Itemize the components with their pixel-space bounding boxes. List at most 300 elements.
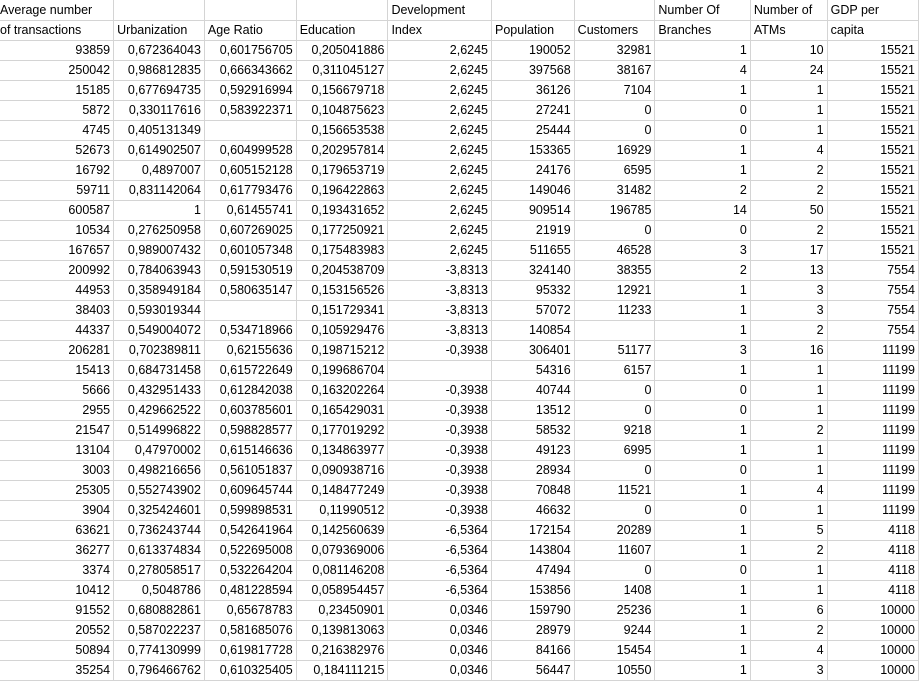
cell-customers[interactable]: 9244: [574, 620, 655, 640]
cell-gdp-per-capita[interactable]: 7554: [827, 300, 918, 320]
cell-urbanization[interactable]: 0,432951433: [114, 380, 205, 400]
cell-urbanization[interactable]: 0,429662522: [114, 400, 205, 420]
cell-population[interactable]: 909514: [492, 200, 575, 220]
cell-education[interactable]: 0,105929476: [296, 320, 388, 340]
cell-gdp-per-capita[interactable]: 11199: [827, 340, 918, 360]
cell-population[interactable]: 153856: [492, 580, 575, 600]
cell-education[interactable]: 0,139813063: [296, 620, 388, 640]
cell-branches[interactable]: 0: [655, 220, 750, 240]
cell-education[interactable]: 0,205041886: [296, 40, 388, 60]
cell-age-ratio[interactable]: 0,604999528: [204, 140, 296, 160]
cell-age-ratio[interactable]: 0,601057348: [204, 240, 296, 260]
cell-education[interactable]: 0,058954457: [296, 580, 388, 600]
cell-branches[interactable]: 0: [655, 120, 750, 140]
cell-avg-transactions[interactable]: 44337: [0, 320, 114, 340]
cell-branches[interactable]: 1: [655, 600, 750, 620]
cell-education[interactable]: 0,11990512: [296, 500, 388, 520]
cell-gdp-per-capita[interactable]: 11199: [827, 480, 918, 500]
cell-avg-transactions[interactable]: 4745: [0, 120, 114, 140]
cell-population[interactable]: 28979: [492, 620, 575, 640]
header-cell-age-ratio[interactable]: Age Ratio: [204, 20, 296, 40]
cell-population[interactable]: 306401: [492, 340, 575, 360]
cell-gdp-per-capita[interactable]: 4118: [827, 580, 918, 600]
cell-avg-transactions[interactable]: 59711: [0, 180, 114, 200]
cell-education[interactable]: 0,23450901: [296, 600, 388, 620]
header-cell-age-ratio[interactable]: [204, 0, 296, 20]
cell-branches[interactable]: 14: [655, 200, 750, 220]
cell-age-ratio[interactable]: 0,561051837: [204, 460, 296, 480]
cell-branches[interactable]: 0: [655, 400, 750, 420]
cell-customers[interactable]: 6595: [574, 160, 655, 180]
cell-education[interactable]: 0,090938716: [296, 460, 388, 480]
cell-age-ratio[interactable]: 0,542641964: [204, 520, 296, 540]
cell-avg-transactions[interactable]: 167657: [0, 240, 114, 260]
cell-population[interactable]: 324140: [492, 260, 575, 280]
cell-population[interactable]: 190052: [492, 40, 575, 60]
cell-customers[interactable]: 20289: [574, 520, 655, 540]
cell-avg-transactions[interactable]: 206281: [0, 340, 114, 360]
cell-atms[interactable]: 1: [750, 560, 827, 580]
cell-population[interactable]: 95332: [492, 280, 575, 300]
cell-gdp-per-capita[interactable]: 15521: [827, 60, 918, 80]
cell-urbanization[interactable]: 0,672364043: [114, 40, 205, 60]
cell-atms[interactable]: 13: [750, 260, 827, 280]
header-cell-development-index[interactable]: Index: [388, 20, 492, 40]
cell-branches[interactable]: 3: [655, 340, 750, 360]
cell-customers[interactable]: 0: [574, 100, 655, 120]
cell-avg-transactions[interactable]: 5666: [0, 380, 114, 400]
cell-education[interactable]: 0,134863977: [296, 440, 388, 460]
cell-urbanization[interactable]: 0,552743902: [114, 480, 205, 500]
cell-avg-transactions[interactable]: 21547: [0, 420, 114, 440]
cell-age-ratio[interactable]: 0,607269025: [204, 220, 296, 240]
cell-atms[interactable]: 3: [750, 660, 827, 680]
cell-customers[interactable]: 12921: [574, 280, 655, 300]
cell-atms[interactable]: 1: [750, 460, 827, 480]
cell-population[interactable]: 70848: [492, 480, 575, 500]
cell-urbanization[interactable]: 0,498216656: [114, 460, 205, 480]
cell-age-ratio[interactable]: 0,603785601: [204, 400, 296, 420]
cell-gdp-per-capita[interactable]: 15521: [827, 240, 918, 260]
cell-gdp-per-capita[interactable]: 15521: [827, 220, 918, 240]
cell-age-ratio[interactable]: 0,601756705: [204, 40, 296, 60]
header-cell-avg-transactions[interactable]: of transactions: [0, 20, 114, 40]
cell-education[interactable]: 0,081146208: [296, 560, 388, 580]
cell-avg-transactions[interactable]: 25305: [0, 480, 114, 500]
cell-age-ratio[interactable]: [204, 120, 296, 140]
cell-avg-transactions[interactable]: 52673: [0, 140, 114, 160]
cell-education[interactable]: 0,177250921: [296, 220, 388, 240]
cell-gdp-per-capita[interactable]: 15521: [827, 160, 918, 180]
cell-gdp-per-capita[interactable]: 10000: [827, 660, 918, 680]
cell-development-index[interactable]: -0,3938: [388, 500, 492, 520]
cell-education[interactable]: 0,079369006: [296, 540, 388, 560]
cell-education[interactable]: 0,311045127: [296, 60, 388, 80]
cell-urbanization[interactable]: 0,831142064: [114, 180, 205, 200]
cell-development-index[interactable]: 0,0346: [388, 620, 492, 640]
cell-customers[interactable]: 38167: [574, 60, 655, 80]
cell-development-index[interactable]: 2,6245: [388, 240, 492, 260]
header-cell-avg-transactions[interactable]: Average number: [0, 0, 114, 20]
cell-education[interactable]: 0,153156526: [296, 280, 388, 300]
cell-avg-transactions[interactable]: 3003: [0, 460, 114, 480]
cell-branches[interactable]: 1: [655, 320, 750, 340]
cell-development-index[interactable]: -0,3938: [388, 400, 492, 420]
cell-atms[interactable]: 1: [750, 100, 827, 120]
cell-population[interactable]: 54316: [492, 360, 575, 380]
header-cell-development-index[interactable]: Development: [388, 0, 492, 20]
cell-avg-transactions[interactable]: 63621: [0, 520, 114, 540]
cell-gdp-per-capita[interactable]: 11199: [827, 440, 918, 460]
cell-atms[interactable]: 1: [750, 80, 827, 100]
cell-age-ratio[interactable]: 0,617793476: [204, 180, 296, 200]
cell-branches[interactable]: 1: [655, 640, 750, 660]
header-cell-gdp-per-capita[interactable]: capita: [827, 20, 918, 40]
cell-avg-transactions[interactable]: 36277: [0, 540, 114, 560]
cell-atms[interactable]: 1: [750, 580, 827, 600]
cell-gdp-per-capita[interactable]: 15521: [827, 40, 918, 60]
cell-customers[interactable]: 15454: [574, 640, 655, 660]
cell-age-ratio[interactable]: 0,612842038: [204, 380, 296, 400]
cell-population[interactable]: 24176: [492, 160, 575, 180]
cell-development-index[interactable]: -0,3938: [388, 420, 492, 440]
cell-avg-transactions[interactable]: 15185: [0, 80, 114, 100]
cell-development-index[interactable]: -0,3938: [388, 380, 492, 400]
cell-development-index[interactable]: 2,6245: [388, 160, 492, 180]
cell-avg-transactions[interactable]: 38403: [0, 300, 114, 320]
cell-population[interactable]: 13512: [492, 400, 575, 420]
cell-customers[interactable]: 0: [574, 460, 655, 480]
cell-development-index[interactable]: -3,8313: [388, 320, 492, 340]
cell-avg-transactions[interactable]: 600587: [0, 200, 114, 220]
cell-development-index[interactable]: -0,3938: [388, 460, 492, 480]
cell-urbanization[interactable]: 0,702389811: [114, 340, 205, 360]
cell-age-ratio[interactable]: 0,583922371: [204, 100, 296, 120]
cell-population[interactable]: 153365: [492, 140, 575, 160]
cell-branches[interactable]: 1: [655, 520, 750, 540]
header-cell-atms[interactable]: ATMs: [750, 20, 827, 40]
cell-avg-transactions[interactable]: 20552: [0, 620, 114, 640]
cell-avg-transactions[interactable]: 44953: [0, 280, 114, 300]
cell-gdp-per-capita[interactable]: 10000: [827, 600, 918, 620]
cell-development-index[interactable]: 2,6245: [388, 40, 492, 60]
cell-branches[interactable]: 3: [655, 240, 750, 260]
cell-branches[interactable]: 1: [655, 480, 750, 500]
cell-avg-transactions[interactable]: 50894: [0, 640, 114, 660]
cell-development-index[interactable]: -6,5364: [388, 560, 492, 580]
cell-avg-transactions[interactable]: 5872: [0, 100, 114, 120]
cell-urbanization[interactable]: 0,325424601: [114, 500, 205, 520]
cell-urbanization[interactable]: 0,593019344: [114, 300, 205, 320]
cell-age-ratio[interactable]: 0,581685076: [204, 620, 296, 640]
cell-branches[interactable]: 1: [655, 160, 750, 180]
header-cell-education[interactable]: Education: [296, 20, 388, 40]
cell-population[interactable]: 25444: [492, 120, 575, 140]
cell-branches[interactable]: 1: [655, 620, 750, 640]
cell-atms[interactable]: 2: [750, 620, 827, 640]
cell-atms[interactable]: 5: [750, 520, 827, 540]
cell-urbanization[interactable]: 1: [114, 200, 205, 220]
cell-development-index[interactable]: -0,3938: [388, 480, 492, 500]
cell-urbanization[interactable]: 0,587022237: [114, 620, 205, 640]
cell-avg-transactions[interactable]: 91552: [0, 600, 114, 620]
cell-population[interactable]: 84166: [492, 640, 575, 660]
cell-urbanization[interactable]: 0,549004072: [114, 320, 205, 340]
cell-urbanization[interactable]: 0,276250958: [114, 220, 205, 240]
cell-customers[interactable]: 0: [574, 220, 655, 240]
cell-education[interactable]: 0,177019292: [296, 420, 388, 440]
cell-gdp-per-capita[interactable]: 15521: [827, 180, 918, 200]
cell-population[interactable]: 56447: [492, 660, 575, 680]
cell-customers[interactable]: 10550: [574, 660, 655, 680]
cell-gdp-per-capita[interactable]: 11199: [827, 500, 918, 520]
cell-age-ratio[interactable]: 0,609645744: [204, 480, 296, 500]
cell-education[interactable]: 0,196422863: [296, 180, 388, 200]
cell-gdp-per-capita[interactable]: 15521: [827, 100, 918, 120]
cell-customers[interactable]: 11233: [574, 300, 655, 320]
cell-branches[interactable]: 1: [655, 420, 750, 440]
cell-age-ratio[interactable]: 0,481228594: [204, 580, 296, 600]
cell-development-index[interactable]: -3,8313: [388, 280, 492, 300]
cell-urbanization[interactable]: 0,684731458: [114, 360, 205, 380]
cell-atms[interactable]: 2: [750, 320, 827, 340]
cell-avg-transactions[interactable]: 3374: [0, 560, 114, 580]
header-cell-customers[interactable]: Customers: [574, 20, 655, 40]
cell-development-index[interactable]: 2,6245: [388, 180, 492, 200]
cell-customers[interactable]: 6157: [574, 360, 655, 380]
cell-customers[interactable]: 0: [574, 380, 655, 400]
cell-atms[interactable]: 6: [750, 600, 827, 620]
cell-development-index[interactable]: [388, 360, 492, 380]
cell-age-ratio[interactable]: 0,605152128: [204, 160, 296, 180]
cell-customers[interactable]: 0: [574, 400, 655, 420]
cell-branches[interactable]: 1: [655, 280, 750, 300]
cell-customers[interactable]: 9218: [574, 420, 655, 440]
cell-customers[interactable]: 32981: [574, 40, 655, 60]
cell-age-ratio[interactable]: [204, 300, 296, 320]
cell-development-index[interactable]: 2,6245: [388, 120, 492, 140]
header-cell-branches[interactable]: Number Of: [655, 0, 750, 20]
cell-avg-transactions[interactable]: 13104: [0, 440, 114, 460]
header-cell-branches[interactable]: Branches: [655, 20, 750, 40]
cell-avg-transactions[interactable]: 3904: [0, 500, 114, 520]
cell-urbanization[interactable]: 0,47970002: [114, 440, 205, 460]
cell-population[interactable]: 49123: [492, 440, 575, 460]
cell-urbanization[interactable]: 0,278058517: [114, 560, 205, 580]
cell-population[interactable]: 159790: [492, 600, 575, 620]
cell-atms[interactable]: 1: [750, 400, 827, 420]
cell-branches[interactable]: 0: [655, 460, 750, 480]
cell-age-ratio[interactable]: 0,666343662: [204, 60, 296, 80]
cell-population[interactable]: 47494: [492, 560, 575, 580]
cell-atms[interactable]: 10: [750, 40, 827, 60]
cell-education[interactable]: 0,156653538: [296, 120, 388, 140]
cell-urbanization[interactable]: 0,5048786: [114, 580, 205, 600]
cell-age-ratio[interactable]: 0,61455741: [204, 200, 296, 220]
cell-development-index[interactable]: -3,8313: [388, 300, 492, 320]
cell-education[interactable]: 0,175483983: [296, 240, 388, 260]
cell-population[interactable]: 140854: [492, 320, 575, 340]
cell-population[interactable]: 397568: [492, 60, 575, 80]
cell-urbanization[interactable]: 0,613374834: [114, 540, 205, 560]
cell-gdp-per-capita[interactable]: 11199: [827, 460, 918, 480]
cell-population[interactable]: 511655: [492, 240, 575, 260]
cell-gdp-per-capita[interactable]: 7554: [827, 320, 918, 340]
cell-urbanization[interactable]: 0,4897007: [114, 160, 205, 180]
cell-customers[interactable]: 11607: [574, 540, 655, 560]
cell-development-index[interactable]: -6,5364: [388, 580, 492, 600]
cell-gdp-per-capita[interactable]: 10000: [827, 620, 918, 640]
cell-customers[interactable]: 16929: [574, 140, 655, 160]
cell-atms[interactable]: 16: [750, 340, 827, 360]
cell-population[interactable]: 27241: [492, 100, 575, 120]
cell-atms[interactable]: 50: [750, 200, 827, 220]
cell-gdp-per-capita[interactable]: 4118: [827, 540, 918, 560]
cell-education[interactable]: 0,151729341: [296, 300, 388, 320]
cell-avg-transactions[interactable]: 93859: [0, 40, 114, 60]
cell-education[interactable]: 0,142560639: [296, 520, 388, 540]
cell-gdp-per-capita[interactable]: 4118: [827, 560, 918, 580]
header-cell-urbanization[interactable]: Urbanization: [114, 20, 205, 40]
cell-gdp-per-capita[interactable]: 15521: [827, 120, 918, 140]
cell-development-index[interactable]: 2,6245: [388, 220, 492, 240]
header-cell-customers[interactable]: [574, 0, 655, 20]
cell-atms[interactable]: 1: [750, 440, 827, 460]
cell-gdp-per-capita[interactable]: 15521: [827, 140, 918, 160]
cell-branches[interactable]: 2: [655, 180, 750, 200]
cell-avg-transactions[interactable]: 10412: [0, 580, 114, 600]
cell-customers[interactable]: [574, 320, 655, 340]
cell-development-index[interactable]: 0,0346: [388, 640, 492, 660]
cell-development-index[interactable]: 0,0346: [388, 660, 492, 680]
cell-atms[interactable]: 3: [750, 280, 827, 300]
cell-customers[interactable]: 31482: [574, 180, 655, 200]
cell-age-ratio[interactable]: 0,591530519: [204, 260, 296, 280]
cell-gdp-per-capita[interactable]: 15521: [827, 80, 918, 100]
cell-age-ratio[interactable]: 0,580635147: [204, 280, 296, 300]
cell-atms[interactable]: 1: [750, 120, 827, 140]
cell-education[interactable]: 0,204538709: [296, 260, 388, 280]
cell-urbanization[interactable]: 0,796466762: [114, 660, 205, 680]
cell-development-index[interactable]: -3,8313: [388, 260, 492, 280]
cell-education[interactable]: 0,165429031: [296, 400, 388, 420]
cell-education[interactable]: 0,198715212: [296, 340, 388, 360]
cell-development-index[interactable]: -0,3938: [388, 440, 492, 460]
cell-age-ratio[interactable]: 0,598828577: [204, 420, 296, 440]
cell-gdp-per-capita[interactable]: 7554: [827, 260, 918, 280]
cell-atms[interactable]: 2: [750, 180, 827, 200]
cell-customers[interactable]: 25236: [574, 600, 655, 620]
cell-atms[interactable]: 2: [750, 220, 827, 240]
cell-customers[interactable]: 6995: [574, 440, 655, 460]
header-cell-population[interactable]: Population: [492, 20, 575, 40]
cell-atms[interactable]: 24: [750, 60, 827, 80]
cell-avg-transactions[interactable]: 2955: [0, 400, 114, 420]
cell-population[interactable]: 149046: [492, 180, 575, 200]
cell-branches[interactable]: 1: [655, 140, 750, 160]
cell-gdp-per-capita[interactable]: 11199: [827, 420, 918, 440]
cell-avg-transactions[interactable]: 250042: [0, 60, 114, 80]
cell-education[interactable]: 0,202957814: [296, 140, 388, 160]
cell-development-index[interactable]: 0,0346: [388, 600, 492, 620]
cell-age-ratio[interactable]: 0,619817728: [204, 640, 296, 660]
cell-population[interactable]: 172154: [492, 520, 575, 540]
cell-customers[interactable]: 0: [574, 120, 655, 140]
cell-development-index[interactable]: -6,5364: [388, 540, 492, 560]
cell-education[interactable]: 0,148477249: [296, 480, 388, 500]
cell-development-index[interactable]: 2,6245: [388, 200, 492, 220]
header-cell-education[interactable]: [296, 0, 388, 20]
cell-customers[interactable]: 0: [574, 560, 655, 580]
cell-education[interactable]: 0,156679718: [296, 80, 388, 100]
cell-urbanization[interactable]: 0,514996822: [114, 420, 205, 440]
cell-education[interactable]: 0,179653719: [296, 160, 388, 180]
cell-gdp-per-capita[interactable]: 11199: [827, 400, 918, 420]
cell-customers[interactable]: 1408: [574, 580, 655, 600]
cell-population[interactable]: 46632: [492, 500, 575, 520]
cell-urbanization[interactable]: 0,680882861: [114, 600, 205, 620]
cell-atms[interactable]: 2: [750, 420, 827, 440]
cell-urbanization[interactable]: 0,986812835: [114, 60, 205, 80]
cell-development-index[interactable]: -0,3938: [388, 340, 492, 360]
cell-urbanization[interactable]: 0,358949184: [114, 280, 205, 300]
cell-atms[interactable]: 1: [750, 360, 827, 380]
cell-gdp-per-capita[interactable]: 7554: [827, 280, 918, 300]
cell-education[interactable]: 0,163202264: [296, 380, 388, 400]
cell-branches[interactable]: 2: [655, 260, 750, 280]
cell-atms[interactable]: 4: [750, 140, 827, 160]
cell-age-ratio[interactable]: 0,62155636: [204, 340, 296, 360]
cell-atms[interactable]: 4: [750, 480, 827, 500]
cell-atms[interactable]: 3: [750, 300, 827, 320]
cell-age-ratio[interactable]: 0,610325405: [204, 660, 296, 680]
cell-age-ratio[interactable]: 0,615722649: [204, 360, 296, 380]
cell-avg-transactions[interactable]: 16792: [0, 160, 114, 180]
cell-education[interactable]: 0,199686704: [296, 360, 388, 380]
cell-education[interactable]: 0,184111215: [296, 660, 388, 680]
cell-population[interactable]: 58532: [492, 420, 575, 440]
cell-avg-transactions[interactable]: 10534: [0, 220, 114, 240]
cell-urbanization[interactable]: 0,784063943: [114, 260, 205, 280]
cell-population[interactable]: 21919: [492, 220, 575, 240]
cell-urbanization[interactable]: 0,677694735: [114, 80, 205, 100]
cell-education[interactable]: 0,193431652: [296, 200, 388, 220]
header-cell-atms[interactable]: Number of: [750, 0, 827, 20]
header-cell-gdp-per-capita[interactable]: GDP per: [827, 0, 918, 20]
cell-development-index[interactable]: 2,6245: [388, 60, 492, 80]
header-cell-urbanization[interactable]: [114, 0, 205, 20]
cell-branches[interactable]: 1: [655, 300, 750, 320]
cell-branches[interactable]: 1: [655, 360, 750, 380]
cell-age-ratio[interactable]: 0,532264204: [204, 560, 296, 580]
cell-customers[interactable]: 11521: [574, 480, 655, 500]
cell-atms[interactable]: 2: [750, 160, 827, 180]
cell-customers[interactable]: 51177: [574, 340, 655, 360]
cell-urbanization[interactable]: 0,614902507: [114, 140, 205, 160]
cell-branches[interactable]: 0: [655, 100, 750, 120]
cell-atms[interactable]: 17: [750, 240, 827, 260]
cell-age-ratio[interactable]: 0,65678783: [204, 600, 296, 620]
cell-customers[interactable]: 0: [574, 500, 655, 520]
cell-branches[interactable]: 1: [655, 80, 750, 100]
cell-branches[interactable]: 0: [655, 560, 750, 580]
cell-customers[interactable]: 7104: [574, 80, 655, 100]
cell-development-index[interactable]: 2,6245: [388, 100, 492, 120]
cell-atms[interactable]: 4: [750, 640, 827, 660]
cell-population[interactable]: 57072: [492, 300, 575, 320]
cell-gdp-per-capita[interactable]: 10000: [827, 640, 918, 660]
cell-branches[interactable]: 1: [655, 40, 750, 60]
